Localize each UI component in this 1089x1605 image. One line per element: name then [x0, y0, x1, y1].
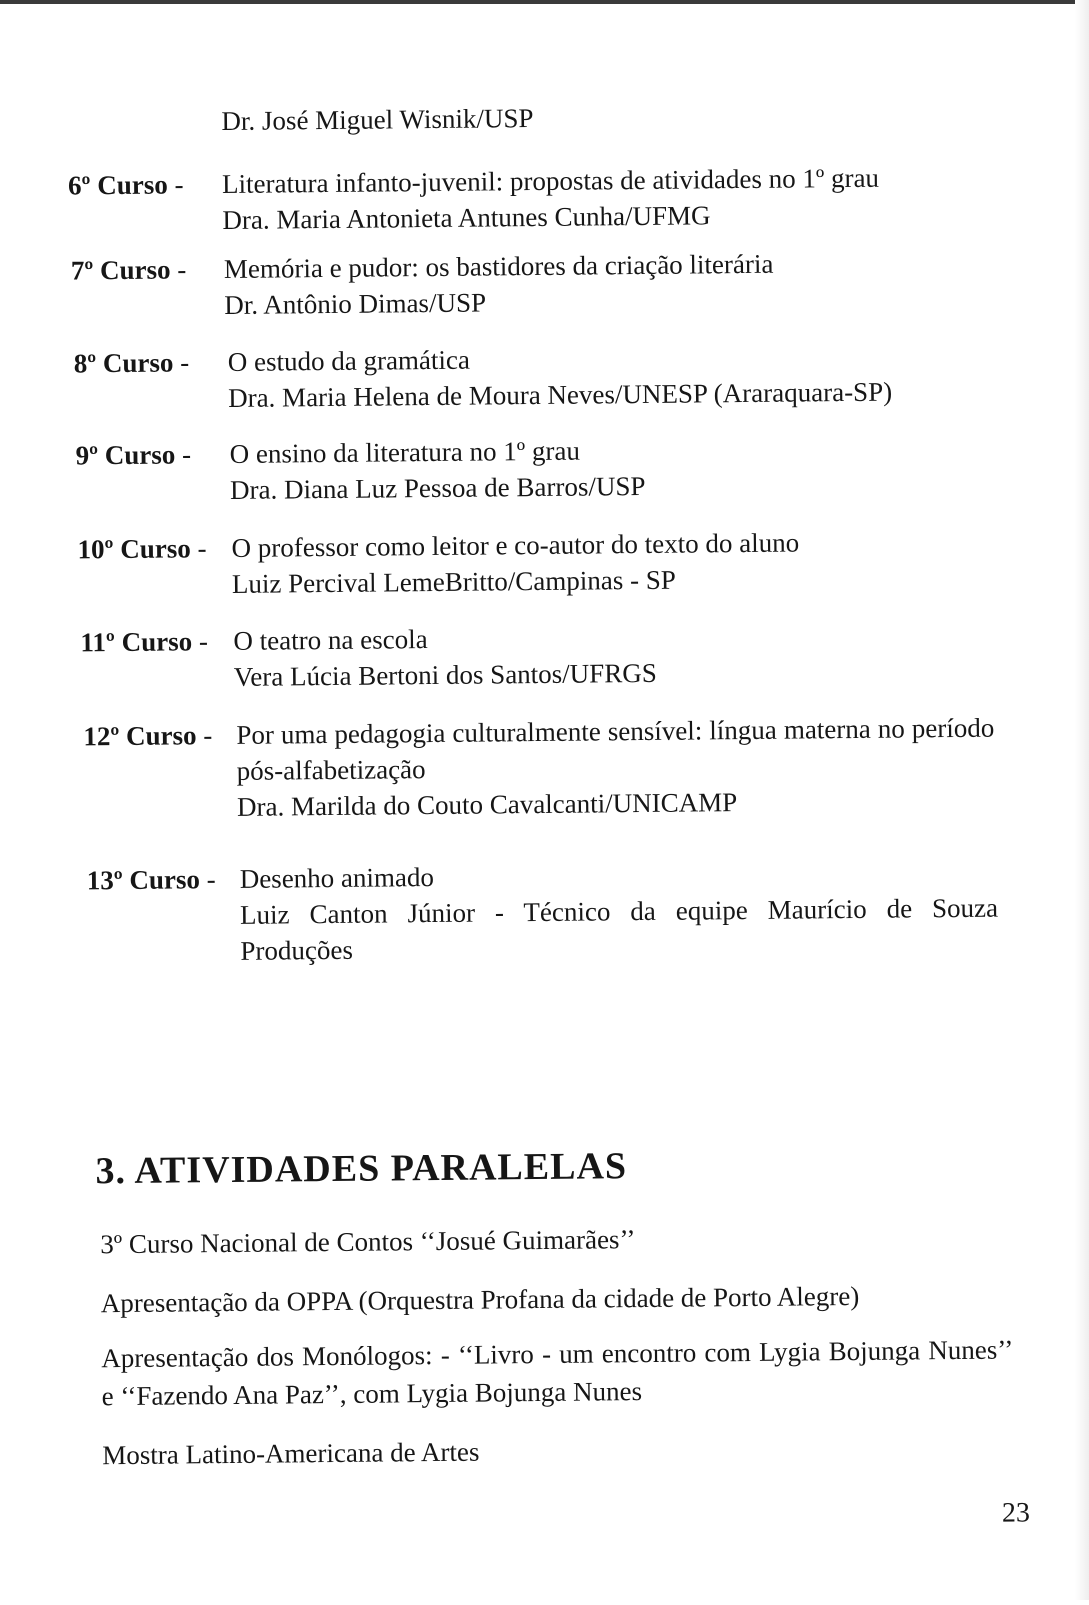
course-instructor: Dr. Antônio Dimas/USP [224, 287, 487, 321]
course-title: Literatura infanto-juvenil: propostas de atividades no 1º grau [221, 162, 880, 200]
section-heading: 3. ATIVIDADES PARALELAS [95, 1145, 628, 1193]
course-title: O ensino da literatura no 1º grau [229, 435, 581, 469]
course-title: O estudo da gramática [227, 344, 471, 377]
course-instructor: Dra. Maria Helena de Moura Neves/UNESP (Araraquara-SP) [227, 376, 893, 413]
course-label: 6º Curso - [67, 169, 184, 201]
activity-item: 3º Curso Nacional de Contos ‘‘Josué Guimarães’’ [100, 1224, 636, 1260]
course-title: Por uma pedagogia culturalmente sensível: língua materna no período pós-alfabetização [236, 712, 995, 786]
course-title: O teatro na escola [233, 624, 428, 656]
activity-item: Mostra Latino-Americana de Artes [102, 1436, 480, 1471]
course-body [229, 432, 645, 508]
activity-item: Apresentação da OPPA (Orquestra Profana da cidade de Porto Alegre) [100, 1280, 860, 1319]
course-instructor: Luiz Percival LemeBritto/Campinas - SP [231, 564, 676, 599]
course-instructor: Dra. Marilda do Couto Cavalcanti/UNICAMP [236, 787, 738, 822]
course-body [231, 525, 799, 602]
course-instructor: Vera Lúcia Bertoni dos Santos/UFRGS [233, 657, 657, 692]
course-instructor: Dra. Maria Antonieta Antunes Cunha/UFMG [222, 200, 711, 236]
page-number: 23 [1001, 1497, 1031, 1529]
course-body [240, 854, 999, 969]
course-label: 9º Curso - [75, 439, 192, 471]
course-label: 7º Curso - [70, 254, 187, 286]
course-5-instructor: Dr. José Miguel Wisnik/USP [221, 103, 534, 137]
course-body [233, 619, 657, 695]
course-body [228, 338, 893, 416]
course-label: 10º Curso - [77, 533, 207, 565]
course-label: 8º Curso - [73, 347, 190, 379]
course-title: O professor como leitor e co-autor do texto do aluno [231, 527, 800, 563]
course-label: 11º Curso - [80, 626, 209, 658]
course-instructor: Luiz Canton Júnior - Técnico da equipe Maurício de Souza Produções [239, 892, 999, 966]
course-body [236, 710, 995, 825]
course-body [222, 160, 880, 238]
course-body [224, 246, 774, 323]
activity-item: Apresentação dos Monólogos: - ‘‘Livro - um encontro com Lygia Bojunga Nunes’’ e ‘‘Fazendo Ana Paz’’, com Lygia Bojunga Nunes [101, 1334, 1014, 1412]
course-title: Desenho animado [239, 862, 435, 894]
course-title: Memória e pudor: os bastidores da criação literária [223, 248, 774, 285]
course-instructor: Dra. Diana Luz Pessoa de Barros/USP [229, 470, 646, 505]
course-label: 12º Curso - [83, 720, 213, 752]
course-label: 13º Curso - [86, 864, 216, 896]
